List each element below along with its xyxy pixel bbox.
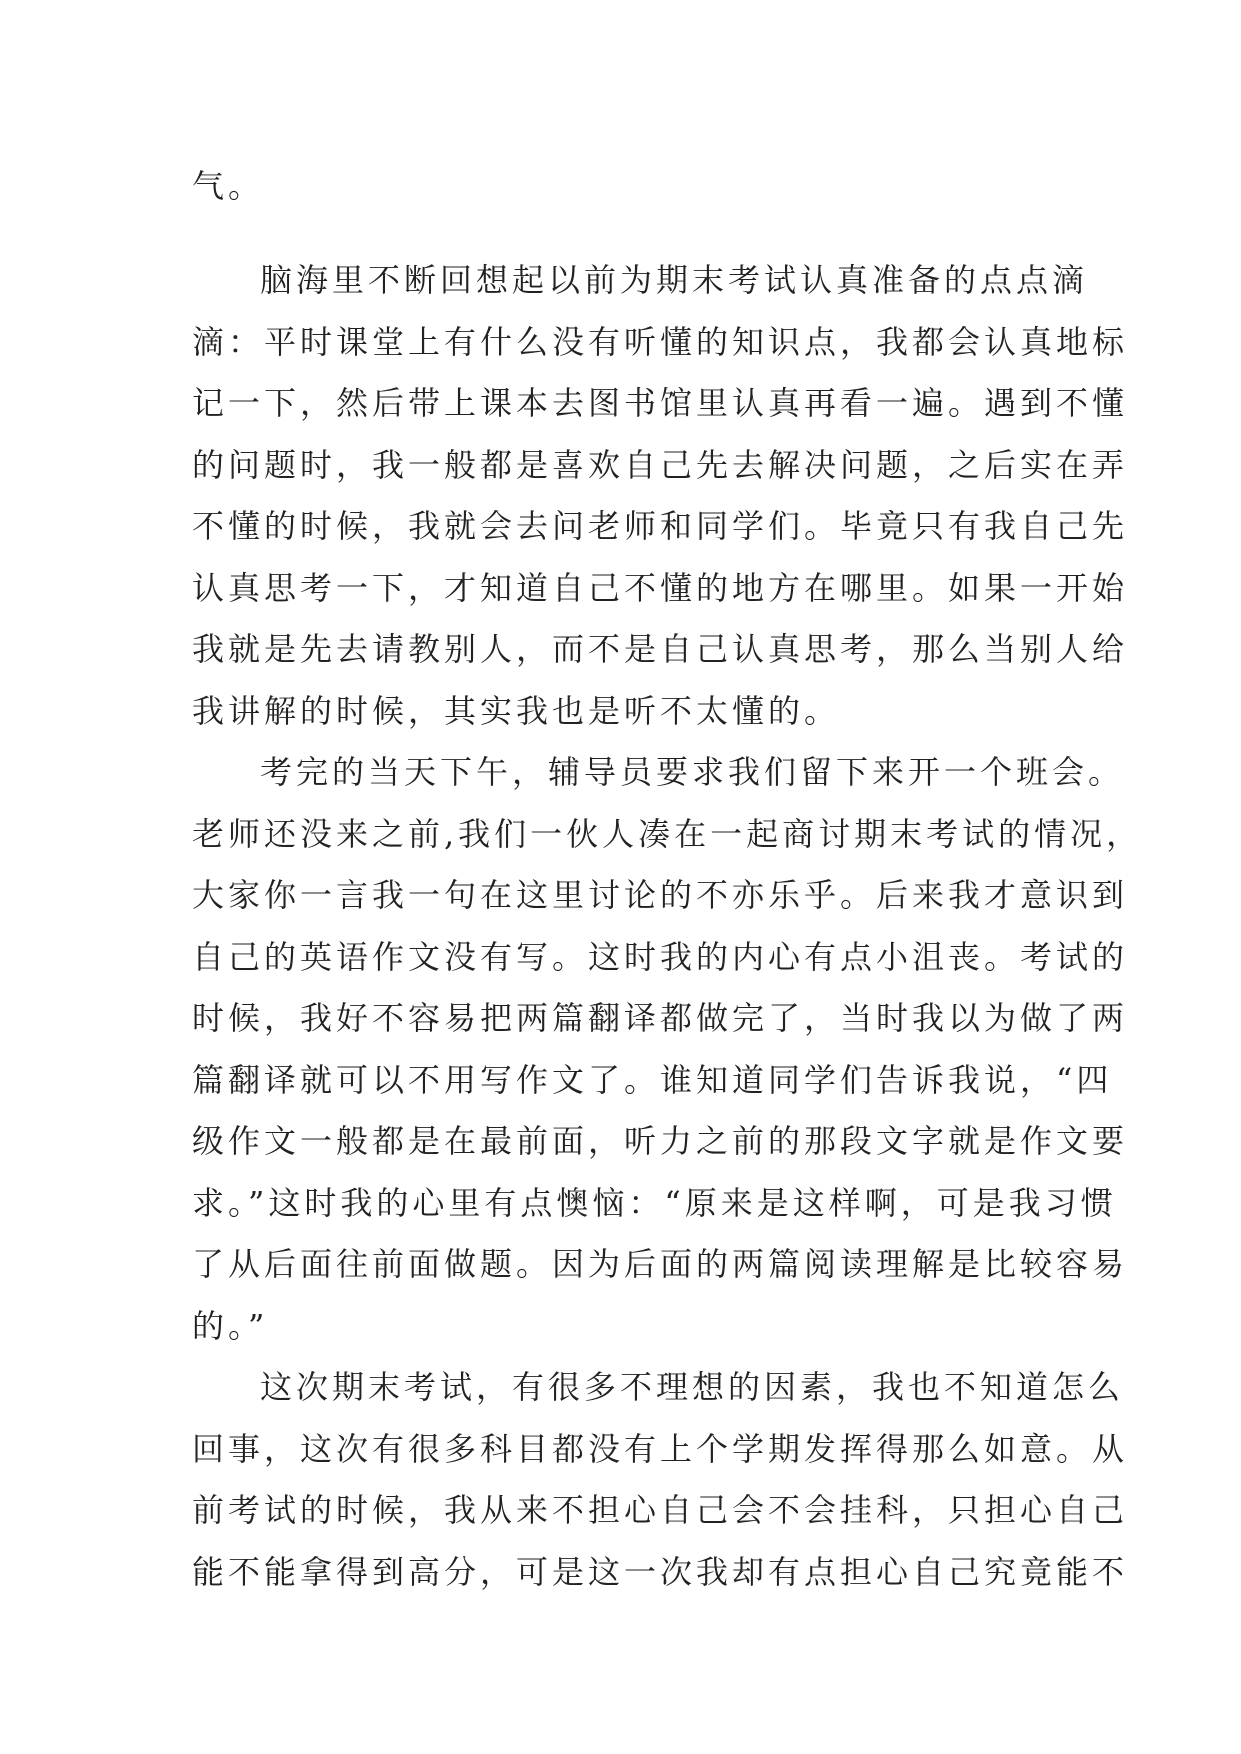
text-line: 这次期末考试，有很多不理想的因素，我也不知道怎么: [260, 1368, 1125, 1406]
paragraph-1: [192, 250, 1129, 742]
text-line: 滴：平时课堂上有什么没有听懂的知识点，我都会认真地标: [192, 322, 1129, 361]
paragraph-2: [192, 742, 1143, 1357]
text-line: 考完的当天下午，辅导员要求我们留下来开一个班会。: [260, 753, 1125, 791]
text-line: 前考试的时候，我从来不担心自己会不会挂科，只担心自己: [192, 1491, 1129, 1529]
text-line: 求。”这时我的心里有点懊恼：“原来是这样啊，可是我习惯: [192, 1183, 1117, 1222]
text-line: 我讲解的时候，其实我也是听不太懂的。: [192, 691, 841, 730]
text-line: 气。: [192, 167, 265, 205]
text-line: 篇翻译就可以不用写作文了。谁知道同学们告诉我说，“四: [192, 1060, 1113, 1099]
text-line: 我就是先去请教别人，而不是自己认真思考，那么当别人给: [192, 630, 1129, 668]
text-line: 脑海里不断回想起以前为期末考试认真准备的点点滴: [260, 261, 1089, 299]
text-line: 的。”: [192, 1306, 269, 1345]
text-line: 回事，这次有很多科目都没有上个学期发挥得那么如意。从: [192, 1429, 1129, 1468]
text-line: 了从后面往前面做题。因为后面的两篇阅读理解是比较容易: [192, 1245, 1129, 1283]
text-line: 记一下，然后带上课本去图书馆里认真再看一遍。遇到不懂: [192, 384, 1129, 422]
text-line: 大家你一言我一句在这里讨论的不亦乐乎。后来我才意识到: [192, 876, 1129, 914]
text-line: 认真思考一下，才知道自己不懂的地方在哪里。如果一开始: [192, 568, 1129, 607]
text-line: 级作文一般都是在最前面，听力之前的那段文字就是作文要: [192, 1122, 1129, 1160]
text-line: 老师还没来之前,我们一伙人凑在一起商讨期末考试的情况，: [192, 814, 1143, 853]
text-line: 的问题时，我一般都是喜欢自己先去解决问题，之后实在弄: [192, 445, 1129, 484]
paragraph-3: [192, 1357, 1129, 1603]
text-line: 不懂的时候，我就会去问老师和同学们。毕竟只有我自己先: [192, 507, 1129, 545]
continuation-text: [192, 156, 1062, 218]
text-line: 自己的英语作文没有写。这时我的内心有点小沮丧。考试的: [192, 937, 1129, 976]
document-body: [192, 250, 1143, 1603]
text-line: 时候，我好不容易把两篇翻译都做完了，当时我以为做了两: [192, 999, 1129, 1037]
text-line: 能不能拿得到高分，可是这一次我却有点担心自己究竟能不: [192, 1552, 1129, 1591]
